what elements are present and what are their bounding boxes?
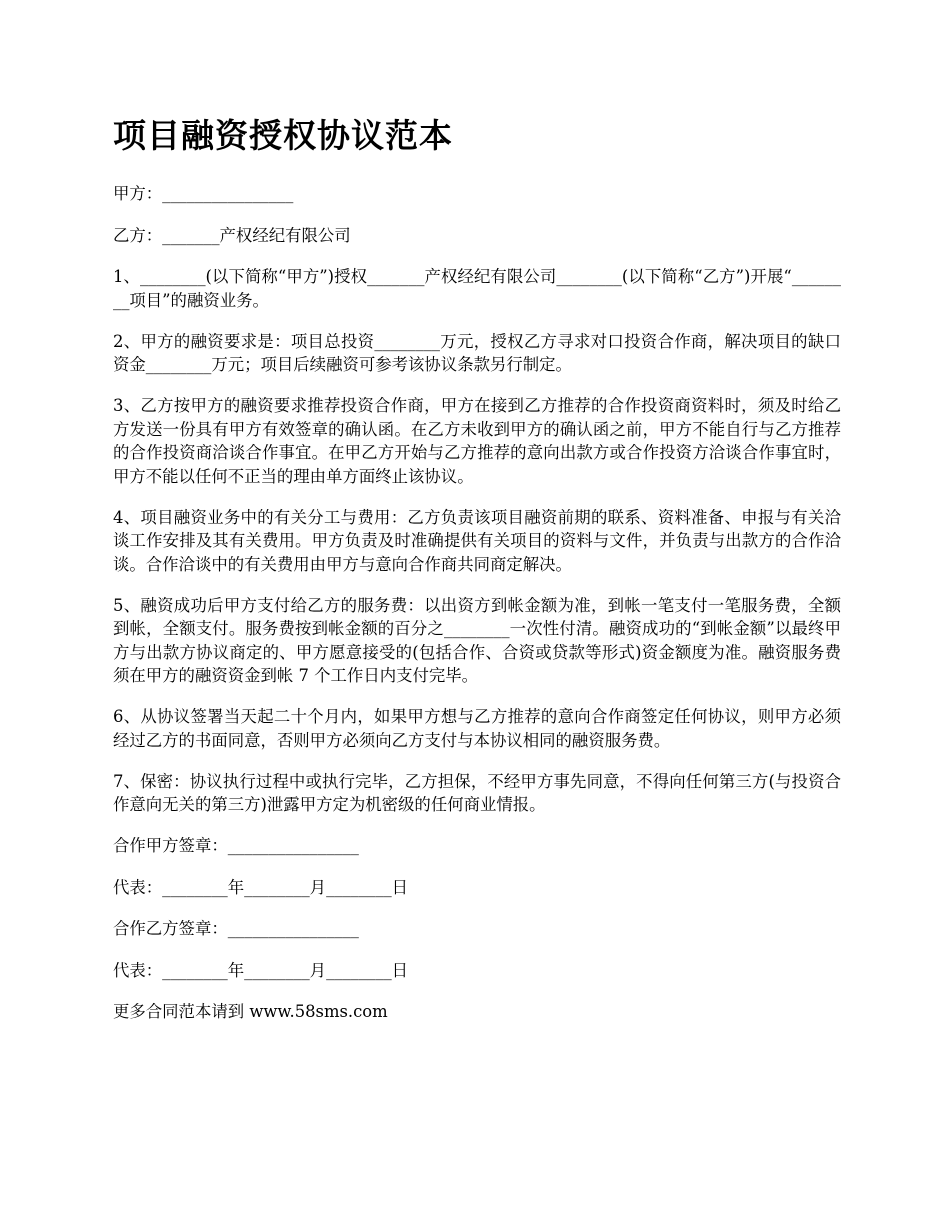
- representative-date-a: 代表：________年________月________日: [113, 877, 409, 897]
- party-a-line: 甲方：________________: [113, 184, 294, 203]
- signature-party-a: 合作甲方签章：________________: [113, 836, 359, 855]
- clause-5: 5、融资成功后甲方支付给乙方的服务费：以出资方到帐金额为准，到帐一笔支付一笔服务费，全额到帐，全额支付。服务费按到帐金额的百分之________一次性付清。融资成功的“到帐金额”以最终甲方与出款方协议商定的、甲方愿意接受的(包括合作、合资或贷款等形式)资金额度为准。融资服务费须在甲方的融资资金到帐 7 个工作日内支付完毕。: [113, 595, 841, 685]
- clause-6: 6、从协议签署当天起二十个月内，如果甲方想与乙方推荐的意向合作商签定任何协议，则甲方必须经过乙方的书面同意，否则甲方必须向乙方支付与本协议相同的融资服务费。: [113, 707, 841, 750]
- party-b-line: 乙方：_______产权经纪有限公司: [113, 225, 351, 245]
- clause-1: 1、________(以下简称“甲方”)授权_______产权经纪有限公司________(以下简称“乙方”)开展“________项目”的融资业务。: [113, 267, 841, 310]
- representative-date-b: 代表：________年________月________日: [113, 960, 409, 980]
- clause-3: 3、乙方按甲方的融资要求推荐投资合作商，甲方在接到乙方推荐的合作投资商资料时，须及时给乙方发送一份具有甲方有效签章的确认函。在乙方未收到甲方的确认函之前，甲方不能自行与乙方推荐的合作投资商洽谈合作事宜。在甲乙方开始与乙方推荐的意向出款方或合作投资方洽谈合作事宜时，甲方不能以任何不正当的理由单方面终止该协议。: [113, 396, 841, 486]
- clause-2: 2、甲方的融资要求是：项目总投资________万元，授权乙方寻求对口投资合作商，解决项目的缺口资金________万元；项目后续融资可参考该协议条款另行制定。: [113, 331, 841, 374]
- clause-7: 7、保密：协议执行过程中或执行完毕，乙方担保，不经甲方事先同意，不得向任何第三方(与投资合作意向无关的第三方)泄露甲方定为机密级的任何商业情报。: [113, 771, 841, 814]
- signature-party-b: 合作乙方签章：________________: [113, 919, 359, 938]
- document-page: [113, 110, 841, 1042]
- footer-note: 更多合同范本请到 www.58sms.com: [113, 1002, 388, 1021]
- clause-4: 4、项目融资业务中的有关分工与费用：乙方负责该项目融资前期的联系、资料准备、申报与有关洽谈工作安排及其有关费用。甲方负责及时准确提供有关项目的资料与文件，并负责与出款方的合作洽谈。合作洽谈中的有关费用由甲方与意向合作商共同商定解决。: [113, 507, 841, 574]
- document-title: 项目融资授权协议范本: [113, 116, 453, 155]
